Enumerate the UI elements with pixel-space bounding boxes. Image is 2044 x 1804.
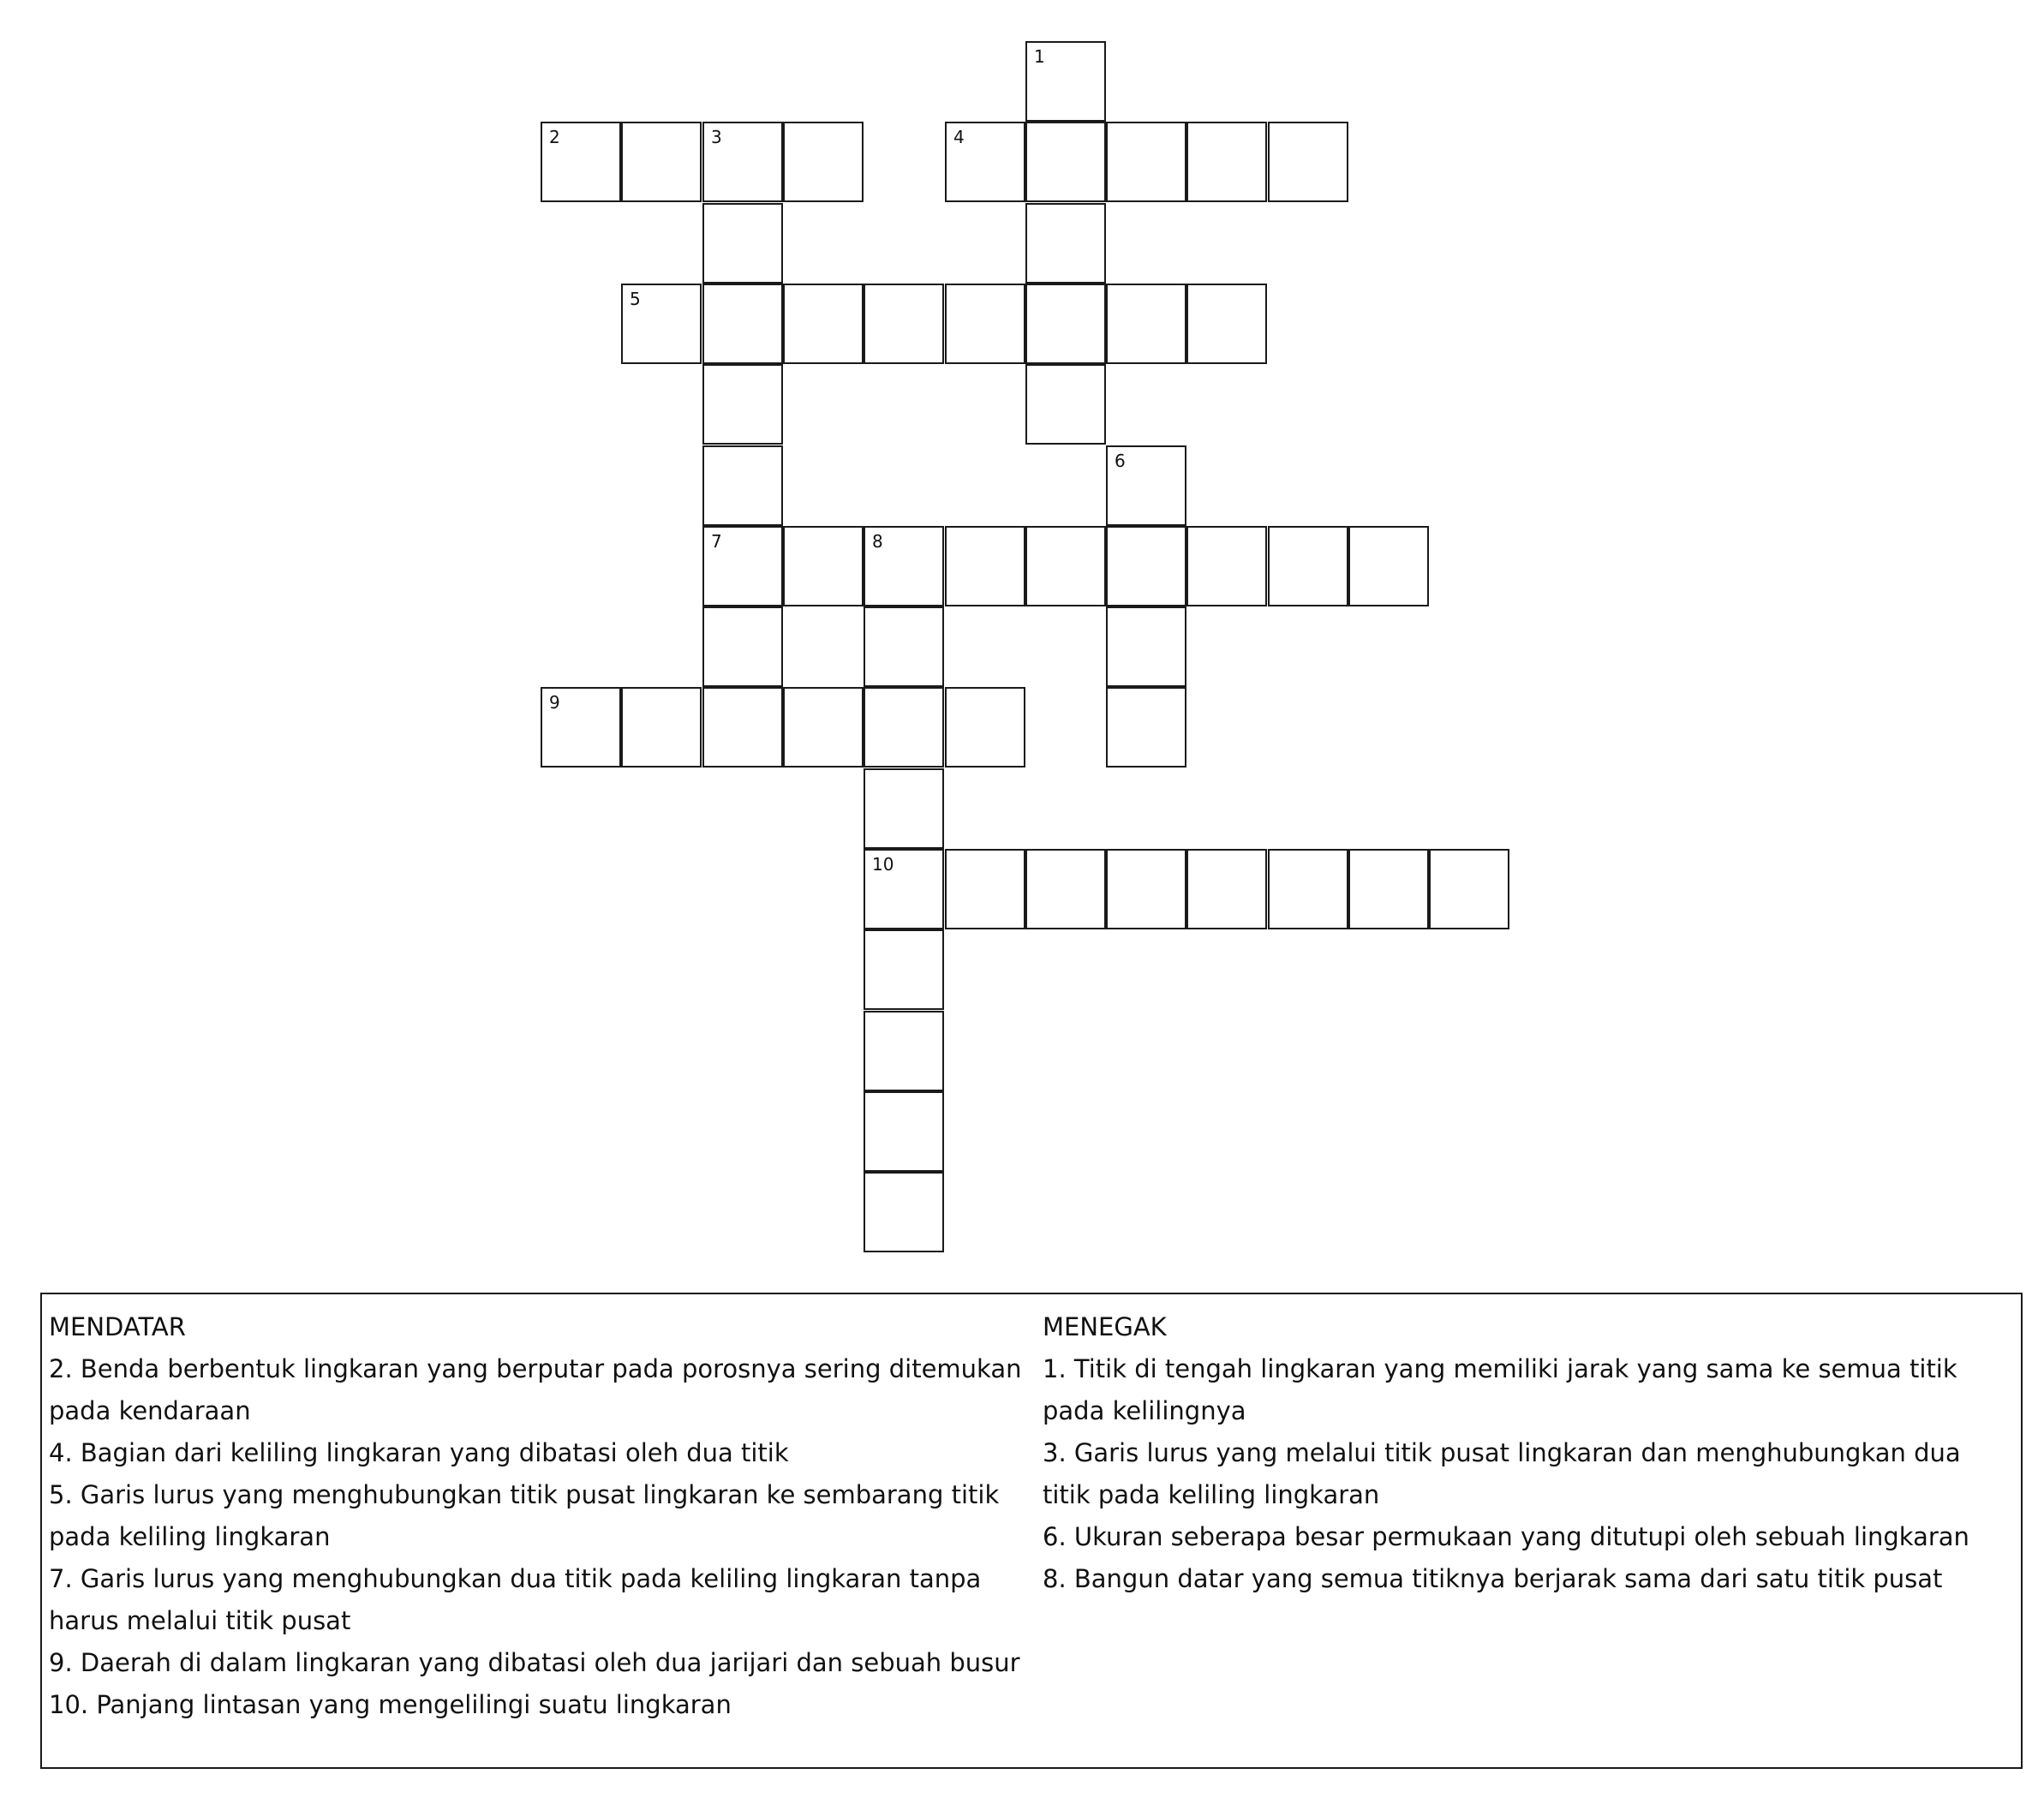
crossword-cell-9[interactable] bbox=[541, 687, 621, 768]
clue-number: 4 bbox=[953, 127, 965, 147]
crossword-cell[interactable] bbox=[864, 284, 944, 364]
across-clue: 5. Garis lurus yang menghubungkan titik pusat lingkaran ke sembarang titik pada keliling lingkaran bbox=[49, 1480, 1000, 1551]
crossword-cell-2[interactable] bbox=[541, 122, 621, 202]
down-clue: 1. Titik di tengah lingkaran yang memiliki jarak yang sama ke semua titik pada kelilingnya bbox=[1043, 1354, 1957, 1425]
crossword-cell[interactable] bbox=[1186, 526, 1267, 606]
crossword-cell[interactable] bbox=[945, 526, 1025, 606]
crossword-cell[interactable] bbox=[783, 687, 864, 768]
crossword-cell[interactable] bbox=[864, 1091, 944, 1172]
crossword-cell[interactable] bbox=[945, 284, 1025, 364]
crossword-cell[interactable] bbox=[1348, 526, 1429, 606]
crossword-cell[interactable] bbox=[864, 1172, 944, 1252]
crossword-cell[interactable] bbox=[702, 606, 783, 687]
crossword-cell[interactable] bbox=[1348, 849, 1429, 929]
crossword-cell[interactable] bbox=[783, 122, 864, 202]
crossword-cell[interactable] bbox=[1106, 606, 1186, 687]
down-heading: MENEGAK bbox=[1043, 1312, 1167, 1341]
crossword-cell-6[interactable] bbox=[1106, 445, 1186, 526]
crossword-cell[interactable] bbox=[702, 284, 783, 364]
crossword-cell-7[interactable] bbox=[702, 526, 783, 606]
down-clue: 3. Garis lurus yang melalui titik pusat lingkaran dan menghubungkan dua titik pada keliling lingkaran bbox=[1043, 1438, 1961, 1509]
crossword-cell[interactable] bbox=[864, 768, 944, 849]
crossword-cell[interactable] bbox=[864, 929, 944, 1010]
crossword-cell[interactable] bbox=[945, 687, 1025, 768]
crossword-cell[interactable] bbox=[1025, 364, 1106, 445]
crossword-cell[interactable] bbox=[1106, 687, 1186, 768]
across-clue: 4. Bagian dari keliling lingkaran yang dibatasi oleh dua titik bbox=[49, 1438, 789, 1467]
crossword-cell[interactable] bbox=[702, 687, 783, 768]
across-clue: 7. Garis lurus yang menghubungkan dua titik pada keliling lingkaran tanpa harus melalui titik pusat bbox=[49, 1564, 982, 1635]
down-clue: 8. Bangun datar yang semua titiknya berjarak sama dari satu titik pusat bbox=[1043, 1564, 1943, 1593]
crossword-cell[interactable] bbox=[1429, 849, 1509, 929]
clue-number: 3 bbox=[711, 127, 722, 147]
crossword-cell[interactable] bbox=[783, 526, 864, 606]
clue-number: 5 bbox=[630, 289, 641, 309]
down-column bbox=[1043, 1306, 2011, 1600]
crossword-cell[interactable] bbox=[1268, 849, 1348, 929]
clue-number: 2 bbox=[549, 127, 560, 147]
crossword-cell[interactable] bbox=[864, 687, 944, 768]
across-clue: 10. Panjang lintasan yang mengelilingi suatu lingkaran bbox=[49, 1690, 732, 1719]
clues-box bbox=[40, 1293, 2023, 1769]
crossword-cell[interactable] bbox=[864, 1011, 944, 1091]
crossword-cell[interactable] bbox=[864, 606, 944, 687]
crossword-cell-5[interactable] bbox=[621, 284, 702, 364]
down-clue-list bbox=[1043, 1348, 2011, 1600]
clue-number: 8 bbox=[872, 531, 883, 552]
clue-number: 9 bbox=[549, 692, 560, 713]
crossword-cell[interactable] bbox=[1268, 122, 1348, 202]
crossword-cell[interactable] bbox=[945, 849, 1025, 929]
crossword-cell[interactable] bbox=[1025, 203, 1106, 284]
across-heading: MENDATAR bbox=[49, 1312, 186, 1341]
crossword-cell-1[interactable] bbox=[1025, 41, 1106, 122]
crossword-cell-3[interactable] bbox=[702, 122, 783, 202]
across-clue: 9. Daerah di dalam lingkaran yang dibatasi oleh dua jarijari dan sebuah busur bbox=[49, 1648, 1020, 1677]
crossword-cell-8[interactable] bbox=[864, 526, 944, 606]
clue-number: 1 bbox=[1034, 46, 1045, 67]
crossword-cell[interactable] bbox=[702, 203, 783, 284]
crossword-cell[interactable] bbox=[702, 364, 783, 445]
crossword-cell[interactable] bbox=[1268, 526, 1348, 606]
down-clue: 6. Ukuran seberapa besar permukaan yang ditutupi oleh sebuah lingkaran bbox=[1043, 1522, 1969, 1551]
crossword-cell[interactable] bbox=[1025, 284, 1106, 364]
crossword-cell[interactable] bbox=[783, 284, 864, 364]
clue-number: 6 bbox=[1115, 451, 1126, 471]
crossword-cell[interactable] bbox=[1106, 122, 1186, 202]
crossword-cell[interactable] bbox=[1186, 284, 1267, 364]
crossword-cell-10[interactable] bbox=[864, 849, 944, 929]
across-clue-list bbox=[49, 1348, 1025, 1726]
crossword-cell[interactable] bbox=[1106, 284, 1186, 364]
clue-number: 10 bbox=[872, 854, 894, 875]
across-clue: 2. Benda berbentuk lingkaran yang berputar pada porosnya sering ditemukan pada kendaraan bbox=[49, 1354, 1022, 1425]
across-column bbox=[49, 1306, 1025, 1726]
crossword-cell[interactable] bbox=[702, 445, 783, 526]
clue-number: 7 bbox=[711, 531, 722, 552]
crossword-cell[interactable] bbox=[1186, 849, 1267, 929]
crossword-cell-4[interactable] bbox=[945, 122, 1025, 202]
crossword-cell[interactable] bbox=[621, 122, 702, 202]
crossword-cell[interactable] bbox=[1106, 526, 1186, 606]
crossword-cell[interactable] bbox=[621, 687, 702, 768]
crossword-cell[interactable] bbox=[1025, 849, 1106, 929]
crossword-cell[interactable] bbox=[1106, 849, 1186, 929]
crossword-cell[interactable] bbox=[1025, 526, 1106, 606]
crossword-cell[interactable] bbox=[1025, 122, 1106, 202]
crossword-cell[interactable] bbox=[1186, 122, 1267, 202]
